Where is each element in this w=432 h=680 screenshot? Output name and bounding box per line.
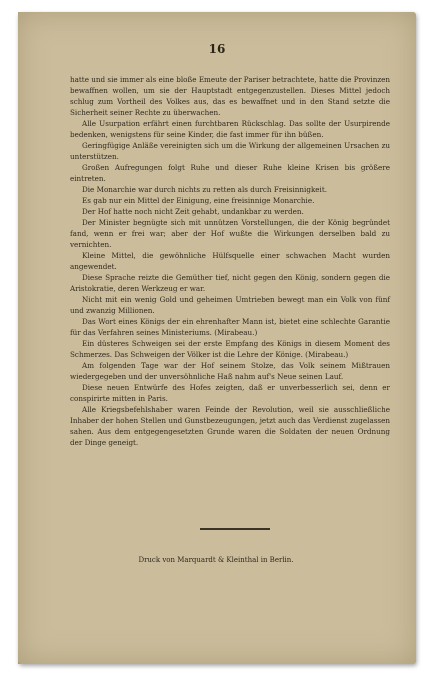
paragraph: Diese Sprache reizte die Gemüther tief, nicht gegen den König, sondern gegen die Aristokratie, deren Werkzeug er war.	[70, 273, 390, 293]
paragraph: Alle Kriegsbefehlshaber waren Feinde der Revolution, weil sie ausschließliche Inhaber der hohen Stellen und Gunstbezeugungen, jetzt auch das Verdienst zugelassen sahen. Aus dem entgegengesetzten Grunde waren die Soldaten der neuen Ordnung der Dinge geneigt.	[70, 405, 390, 447]
paragraph: Nicht mit ein wenig Gold und geheimen Umtrieben bewegt man ein Volk von fünf und zwanzig Millionen.	[70, 295, 390, 315]
section-divider	[200, 528, 270, 530]
paragraph: Diese neuen Entwürfe des Hofes zeigten, daß er unverbesserlich sei, denn er conspirirte mitten in Paris.	[70, 383, 390, 403]
paragraph: Kleine Mittel, die gewöhnliche Hülfsquelle einer schwachen Macht wurden angewendet.	[70, 251, 390, 271]
paragraph: Der Minister begnügte sich mit unnützen Vorstellungen, die der König begründet fand, wenn er frei war; aber der Hof wußte die Wirkungen derselben bald zu vernichten.	[70, 218, 390, 249]
paragraph: Großen Aufregungen folgt Ruhe und dieser Ruhe kleine Krisen bis größere eintreten.	[70, 163, 390, 183]
paragraph: hatte und sie immer als eine bloße Emeute der Pariser betrachtete, hatte die Provinzen bewaffnen wollen, um sie der Hauptstadt entgegenzustellen. Dieses Mittel jedoch schlug zum Vortheil des Volkes aus, das es bewaffnet und in den Stand setzte die Sicherheit seiner Rechte zu überwachen.	[70, 75, 390, 117]
body-text	[70, 74, 390, 448]
paragraph: Der Hof hatte noch nicht Zeit gehabt, undankbar zu werden.	[82, 207, 304, 216]
paragraph: Es gab nur ein Mittel der Einigung, eine freisinnige Monarchie.	[82, 196, 315, 205]
printer-imprint: Druck von Marquardt & Kleinthal in Berlin.	[138, 556, 294, 564]
paragraph: Alle Usurpation erfährt einen furchtbaren Rückschlag. Das sollte der Usurpirende bedenken, wenigstens für seine Kinder, die fast immer für ihn büßen.	[70, 119, 390, 139]
paragraph: Die Monarchie war durch nichts zu retten als durch Freisinnigkeit.	[82, 185, 328, 194]
paragraph: Geringfügige Anläße vereinigten sich um die Wirkung der allgemeinen Ursachen zu unterstützen.	[70, 141, 390, 161]
paragraph: Ein düsteres Schweigen sei der erste Empfang des Königs in diesem Moment des Schmerzes. Das Schweigen der Völker ist die Lehre der Könige. (Mirabeau.)	[70, 339, 390, 359]
paragraph: Das Wort eines Königs der ein ehrenhafter Mann ist, bietet eine schlechte Garantie für das Verfahren seines Ministeriums. (Mirabeau.)	[70, 317, 390, 337]
paragraph: Am folgenden Tage war der Hof seinem Stolze, das Volk seinem Mißtrauen wiedergegeben und der unversöhnliche Haß nahm auf's Neue seinen Lauf.	[70, 361, 390, 381]
page-number: 16	[208, 42, 226, 56]
